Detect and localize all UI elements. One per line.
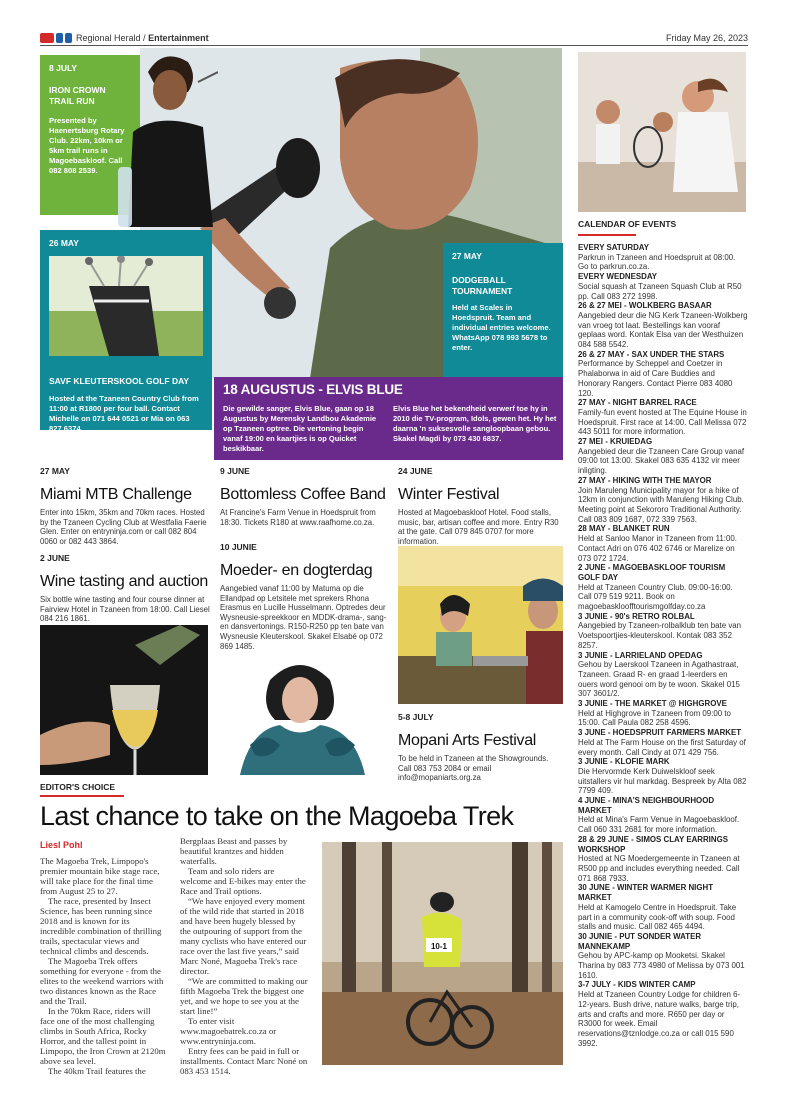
calendar-item-detail: Join Maruleng Municipality mayor for a hike of 12km in conjunction with Maruleng Hiking Club. Meeting point at Sekororo Traditional Authority. Call 083 809 1687, 072 339 7563. bbox=[578, 485, 744, 524]
calendar-item bbox=[578, 563, 748, 612]
calendar-item bbox=[578, 524, 748, 563]
elvis-text-left: Die gewilde sanger, Elvis Blue, gaan op 18 Augustus by Merensky Landbou Akademie op Tzaneen optree. Die vertoning begin vanaf 19:00 en kaartjies is op Quicket beskikbaar. bbox=[223, 404, 377, 453]
issue-date: Friday May 26, 2023 bbox=[665, 33, 748, 43]
article-paragraph: Team and solo riders are welcome and E-bikes may enter the Race and Trail options. bbox=[180, 866, 306, 896]
calendar-item-detail: Die Hervormde Kerk Duiwelskloof seek uitstallers vir hul markdag. Bespreek by Alta 082 7799 409. bbox=[578, 766, 747, 796]
calendar-item-title: 28 MAY - BLANKET RUN bbox=[578, 524, 670, 534]
calendar-item-title: 28 & 29 JUNE - SIMOS CLAY EARRINGS WORKSHOP bbox=[578, 834, 728, 854]
event-date: 27 MAY bbox=[40, 466, 70, 476]
event-title: Moeder- en dogterdag bbox=[220, 562, 373, 579]
calendar-item bbox=[578, 437, 748, 476]
wine-photo bbox=[40, 625, 208, 775]
article-column-1 bbox=[40, 856, 166, 1076]
golf-day-box bbox=[40, 230, 212, 433]
article-paragraph: The Magoeba Trek offers something for everyone - from the elites to the weekend warriors with two distances known as the Race and the Trail. bbox=[40, 956, 164, 1006]
calendar-item-detail: Performance by Scheppel and Coetzer in Phalaborwa in aid of Care Buddies and Honorary Rangers. Contact Pierre 083 4080 120. bbox=[578, 359, 733, 398]
calendar-item-title: EVERY WEDNESDAY bbox=[578, 272, 658, 282]
calendar-item-title: 3 JUNIE - KLOFIE MARK bbox=[578, 757, 670, 767]
article-byline: Liesl Pohl bbox=[40, 840, 83, 850]
event-text: Hosted at Magoebaskloof Hotel. Food stalls, music, bar, artisan coffee and more. Entry R30 at the gate. Call 079 845 0707 for more information. bbox=[398, 508, 559, 546]
calendar-item-title: 3 JUNIE - LARRIELAND OPEDAG bbox=[578, 650, 703, 660]
calendar-item-title: 26 & 27 MEI - WOLKBERG BASAAR bbox=[578, 301, 712, 311]
calendar-item-title: 3-7 JULY - KIDS WINTER CAMP bbox=[578, 980, 696, 990]
calendar-heading: CALENDAR OF EVENTS bbox=[578, 219, 677, 229]
article-paragraph: To enter visit www.magoebatrek.co.za or www.entryninja.com. bbox=[180, 1016, 277, 1046]
calendar-item bbox=[578, 835, 748, 884]
calendar-item bbox=[578, 932, 748, 981]
elvis-title: 18 AUGUSTUS - ELVIS BLUE bbox=[223, 382, 403, 397]
mountain-bike-photo bbox=[322, 842, 563, 1065]
calendar-item-detail: Aangebied deur die NG Kerk Tzaneen-Wolkberg van vroeg tot laat. Bestellings kan vooraf geplaas word. Kontak Elsa van der Westhuizen 084 588 5542. bbox=[578, 310, 748, 350]
event-date: 27 MAY bbox=[452, 251, 482, 261]
article-headline: Last chance to take on the Magoeba Trek bbox=[40, 801, 514, 831]
calendar-list bbox=[578, 243, 748, 1048]
calendar-item-title: 3 JUNIE - THE MARKET @ HIGHGROVE bbox=[578, 699, 727, 709]
woman-portrait-photo bbox=[230, 650, 370, 775]
section-label: Regional Herald / Entertainment bbox=[76, 33, 209, 43]
calendar-item-title: 30 JUNE - WINTER WARMER NIGHT MARKET bbox=[578, 883, 714, 903]
kicker-rule bbox=[40, 795, 124, 797]
dodgeball-box bbox=[443, 243, 563, 377]
article-paragraph: The 40km Trail features the bbox=[48, 1066, 146, 1076]
runner-photo bbox=[108, 52, 218, 227]
article-paragraph: The race, presented by Insect Science, has been running since 2018 and is known for its incredible combination of thrilling trails, spectacular views and technical climbs and descends. bbox=[40, 896, 162, 956]
article-paragraph: “We are committed to making our fifth Magoeba Trek the biggest one yet, and we hope to see you at the start line!” bbox=[180, 976, 308, 1016]
article-paragraph: The Magoeba Trek, Limpopo's premier mountain bike stage race, will take place for the final time from August 25 to 27. bbox=[40, 856, 160, 896]
event-text: Six bottle wine tasting and four course dinner at Fairview Hotel in Tzaneen from 18:00. Call Liesel 084 216 1861. bbox=[40, 595, 210, 624]
calendar-rule bbox=[578, 234, 636, 236]
calendar-item bbox=[578, 476, 748, 525]
calendar-item-title: 3 JUNE - HOEDSPRUIT FARMERS MARKET bbox=[578, 728, 742, 738]
calendar-item-title: 27 MAY - HIKING WITH THE MAYOR bbox=[578, 475, 712, 485]
calendar-of-events bbox=[578, 219, 748, 1048]
article-paragraph: “We have enjoyed every moment of the wild ride that started in 2018 and have been hugely blessed by the outpouring of support from the many cyclists who have entered our race over the last five years,” said Marc Noné, Magoeba Trek's race director. bbox=[180, 896, 307, 976]
calendar-item bbox=[578, 796, 748, 835]
calendar-item-title: 27 MEI - KRUIEDAG bbox=[578, 437, 653, 447]
calendar-item bbox=[578, 728, 748, 757]
calendar-item bbox=[578, 757, 748, 796]
header-rule bbox=[40, 45, 748, 46]
event-title: Mopani Arts Festival bbox=[398, 732, 537, 749]
event-text: Aangebied vanaf 11:00 by Matuma op die Ellandpad op Letsitele met sprekers Rhona Erasmus en Lucille Husselmann. Optredes deur Wysneusie-spreekkoor en MDDK-drama-, sang- en dansvertonings. R150-R250 pp ten bate van Wysneusie Kleuterskool. Skakel Elsabé op 072 869 1485. bbox=[220, 584, 387, 651]
calendar-item-title: 26 & 27 MAY - SAX UNDER THE STARS bbox=[578, 349, 725, 359]
event-moeder-dogterdag bbox=[220, 542, 392, 651]
calendar-item-title: 3 JUNIE - 90's RETRO ROLBAL bbox=[578, 611, 695, 621]
calendar-item bbox=[578, 272, 748, 301]
calendar-item-detail: Hosted at NG Moedergemeente in Tzaneen at R500 pp and includes everything needed. Call 071 868 7933. bbox=[578, 854, 740, 883]
calendar-item-detail: Held at Tzaneen Country Club. 09:00-16:00. Call 079 519 9211. Book on magoebaskloofftourismgolfday.co.za bbox=[578, 582, 733, 612]
calendar-item bbox=[578, 243, 748, 272]
event-bottomless-coffee bbox=[220, 466, 392, 527]
event-mopani-arts bbox=[398, 712, 563, 783]
event-text: Held at Scales in Hoedspruit. Team and individual entries welcome. WhatsApp 078 993 5678 to enter. bbox=[452, 303, 551, 352]
event-text: To be held in Tzaneen at the Showgrounds. Call 083 753 2084 or email info@mopaniarts.org.za bbox=[398, 754, 549, 783]
event-title: DODGEBALL TOURNAMENT bbox=[452, 275, 513, 296]
event-date: 2 JUNE bbox=[40, 553, 70, 563]
calendar-item bbox=[578, 699, 748, 728]
calendar-item-detail: Aangebied deur die Tzaneen Care Group vanaf 09:00 tot 13:00. Skakel 083 635 4132 vir meer inligting. bbox=[578, 446, 745, 476]
event-title: Bottomless Coffee Band bbox=[220, 486, 386, 503]
calendar-item bbox=[578, 883, 748, 932]
calendar-item-detail: Gehou by Laerskool Tzaneen in Agathastraat, Tzaneen. Graad R- en graad 1-leerders en ouers word genooi om by te woon. Skakel 015 307 3601/2. bbox=[578, 660, 740, 699]
event-miami-mtb bbox=[40, 466, 210, 546]
event-title: IRON CROWN TRAIL RUN bbox=[49, 85, 106, 106]
page-header bbox=[40, 30, 748, 46]
event-title: Wine tasting and auction bbox=[40, 573, 209, 590]
calendar-item-detail: Held at Highgrove in Tzaneen from 09:00 to 15:00. Call Paula 082 258 4596. bbox=[578, 708, 731, 728]
calendar-item-detail: Family-fun event hosted at The Equine House in Hoedspruit. First race at 14:00. Call Melissa 072 443 5011 for more information. bbox=[578, 407, 747, 437]
event-text: Presented by Haenertsburg Rotary Club. 22km, 10km or 5km trail runs in Magoebaskloof. Call 082 808 2539. bbox=[49, 116, 125, 175]
race-number: 10-1 bbox=[430, 942, 448, 951]
elvis-text-right: Elvis Blue het bekendheid verwerf toe hy in 2010 die TV-program, Idols, gewen het. Hy het daarna 'n suksesvolle sangloopbaan gebou. Skakel Magdi by 073 430 6837. bbox=[393, 404, 557, 443]
calendar-item bbox=[578, 398, 748, 437]
event-title: Miami MTB Challenge bbox=[40, 486, 192, 503]
calendar-item-detail: Held at The Farm House on the first Saturday of every month. Call Cindy at 071 429 756. bbox=[578, 737, 746, 757]
event-text: Hosted at the Tzaneen Country Club from 11:00 at R1800 per four ball. Contact Michelle on 071 644 0521 or Mia on 063 827 6374. bbox=[49, 394, 199, 433]
kicker-label: EDITOR'S CHOICE bbox=[40, 782, 116, 792]
tennis-photo bbox=[578, 52, 746, 212]
calendar-item-detail: Held at Tzaneen Country Lodge for children 6-12-years. Bush drive, nature walks, barge trip, arts and crafts and more. R650 per day or R3000 for week. Email reservations@tznlodge.co.za or call 015 590 3992. bbox=[578, 990, 741, 1048]
calendar-item-title: 30 JUNIE - PUT SONDER WATER MANNEKAMP bbox=[578, 931, 702, 951]
calendar-item-detail: Aangebied by Tzaneen-rolbalklub ten bate van Voetspoortjies-kleuterskool. Kontak 083 352 8257. bbox=[578, 621, 742, 650]
golf-bag-photo bbox=[49, 256, 203, 356]
event-text: Enter into 15km, 35km and 70km races. Hosted by the Tzaneen Cycling Club at Westfalia Faerie Glen. Enter on entryninja.com or call 082 804 0060 or 082 443 3864. bbox=[40, 508, 207, 546]
calendar-item bbox=[578, 350, 748, 399]
event-wine-tasting bbox=[40, 553, 210, 624]
newspaper-logo bbox=[40, 33, 72, 43]
calendar-item bbox=[578, 980, 748, 1048]
calendar-item-detail: Parkrun in Tzaneen and Hoedspruit at 08:00. Go to parkrun.co.za. bbox=[578, 252, 736, 272]
calendar-item bbox=[578, 612, 748, 651]
event-winter-festival bbox=[398, 466, 563, 546]
event-date: 9 JUNE bbox=[220, 466, 250, 476]
calendar-item-detail: Held at Mina's Farm Venue in Magoebaskloof. Call 060 331 2681 for more information. bbox=[578, 815, 740, 835]
calendar-item-title: 27 MAY - NIGHT BARREL RACE bbox=[578, 398, 697, 408]
calendar-item-detail: Gehou by APC-kamp op Mooketsi. Skakel Tharina by 083 773 4980 of Melissa by 073 001 1610. bbox=[578, 951, 745, 980]
article-paragraph: Bergplaas Beast and passes by beautiful krantzes and hidden waterfalls. bbox=[180, 836, 288, 866]
event-text: At Francine's Farm Venue in Hoedspruit from 18:30. Tickets R180 at www.raafhome.co.za. bbox=[220, 508, 376, 527]
calendar-item-detail: Held at Sanloo Manor in Tzaneen from 11:00. Contact Adri on 076 402 6746 or Marelize on 073 072 1724. bbox=[578, 534, 737, 563]
elvis-blue-box bbox=[214, 377, 563, 460]
event-date: 26 MAY bbox=[49, 238, 79, 248]
event-title: SAVF KLEUTERSKOOL GOLF DAY bbox=[49, 376, 190, 386]
article-paragraph: In the 70km Race, riders will face one of the most challenging climbs in South Africa, Rocky Horror, and the tallest point in Limpopo, the Iron Crown at 2120m above sea level. bbox=[40, 1006, 166, 1066]
article-column-2 bbox=[180, 836, 308, 1076]
event-title: Winter Festival bbox=[398, 486, 500, 503]
calendar-item-detail: Held at Kamogelo Centre in Hoedspruit. Take part in a community cook-off with soup. Food stalls and music. Call 082 465 4494. bbox=[578, 902, 737, 932]
event-date: 5-8 JULY bbox=[398, 712, 434, 722]
editors-choice-kicker bbox=[40, 782, 160, 797]
calendar-item-title: EVERY SATURDAY bbox=[578, 243, 650, 252]
event-date: 8 JULY bbox=[49, 63, 78, 73]
calendar-item-title: 4 JUNE - MINA'S NEIGHBOURHOOD MARKET bbox=[578, 796, 715, 815]
calendar-item bbox=[578, 651, 748, 700]
article-paragraph: Entry fees can be paid in full or installments. Contact Marc Noné on 083 453 1514. bbox=[180, 1046, 308, 1076]
calendar-item-title: 2 JUNE - MAGOEBASKLOOF TOURISM GOLF DAY bbox=[578, 563, 726, 582]
calendar-item-detail: Social squash at Tzaneen Squash Club at R50 pp. Call 083 272 1998. bbox=[578, 281, 742, 301]
event-date: 24 JUNE bbox=[398, 466, 433, 476]
event-date: 10 JUNIE bbox=[220, 542, 257, 552]
food-stall-photo bbox=[398, 546, 563, 704]
calendar-item bbox=[578, 301, 748, 350]
